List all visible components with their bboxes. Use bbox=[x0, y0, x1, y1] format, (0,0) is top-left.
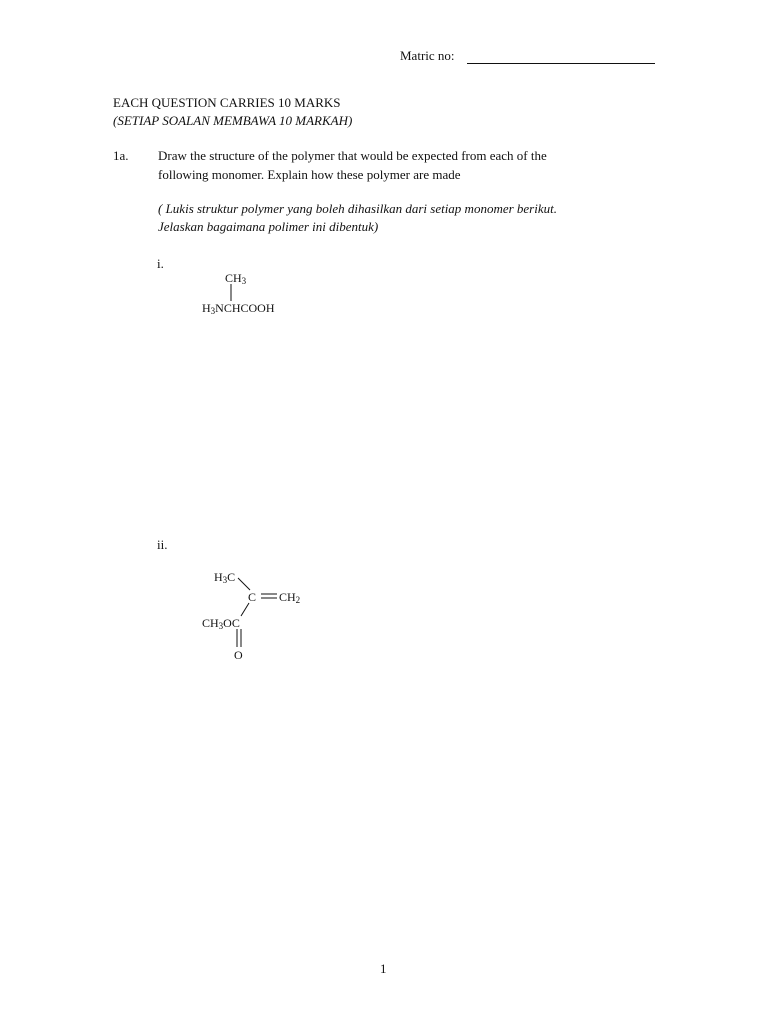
part-ii-carbonyl-oxygen: O bbox=[234, 648, 243, 662]
part-ii-ester-group: $CH_3OC$ bbox=[202, 616, 240, 631]
question-malay-line1: ( Lukis struktur polymer yang boleh dihasilkan dari setiap monomer berikut. bbox=[158, 201, 557, 216]
part-i-single-bond bbox=[228, 284, 234, 302]
question-text-line1: Draw the structure of the polymer that would be expected from each of the bbox=[158, 148, 547, 163]
part-ii-central-carbon: C bbox=[248, 590, 257, 604]
part-ii-methylene-group: $CH_2$ bbox=[279, 590, 301, 605]
part-i-label: i. bbox=[157, 256, 164, 271]
question-malay-line2: Jelaskan bagaimana polimer ini dibentuk) bbox=[158, 219, 379, 234]
question-text-line2: following monomer. Explain how these polymer are made bbox=[158, 167, 461, 182]
part-ii-label: ii. bbox=[157, 537, 168, 552]
page-number: 1 bbox=[380, 961, 387, 976]
question-number: 1a. bbox=[113, 148, 129, 163]
part-i-main-chain: $H_3NCHCOOH$ bbox=[202, 301, 275, 316]
marks-instruction-malay: (SETIAP SOALAN MEMBAWA 10 MARKAH) bbox=[113, 113, 353, 128]
matric-number-field[interactable] bbox=[467, 63, 655, 64]
marks-instruction: EACH QUESTION CARRIES 10 MARKS bbox=[113, 95, 341, 110]
matric-label: Matric no: bbox=[400, 48, 455, 63]
part-ii-methyl-group: $H_3C$ bbox=[214, 570, 236, 585]
part-i-methyl-group: $CH_3$ bbox=[225, 271, 247, 286]
